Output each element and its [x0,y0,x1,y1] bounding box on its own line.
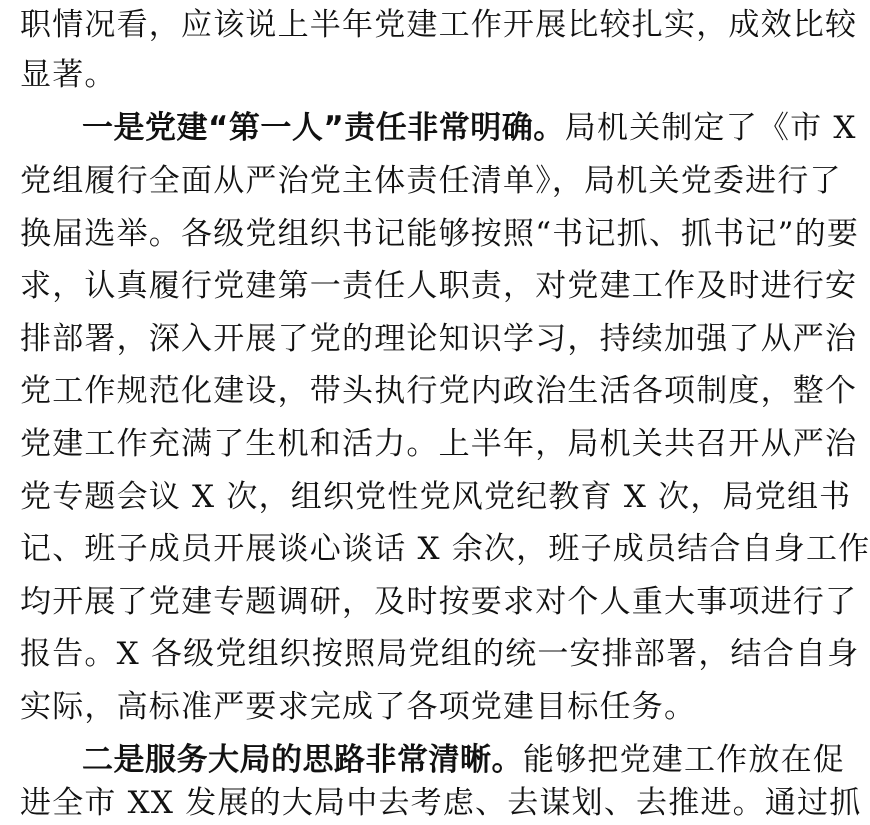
paragraph-line: 均开展了党建专题调研，及时按要求对个人重大事项进行了 [20,584,858,620]
paragraph-line: 职情况看，应该说上半年党建工作开展比较扎实，成效比较 [20,7,858,43]
paragraph-line: 求，认真履行党建第一责任人职责，对党建工作及时进行安 [20,268,858,304]
paragraph-heading-line [82,738,845,782]
paragraph-line: 记、班子成员开展谈心谈话 X 余次，班子成员结合自身工作 [20,531,870,567]
section-heading: 一是党建“第一人”责任非常明确。 [82,110,565,146]
paragraph-line: 进全市 XX 发展的大局中去考虑、去谋划、去推进。通过抓 [20,785,862,821]
paragraph-line: 党专题会议 X 次，组织党性党风党纪教育 X 次，局党组书 [20,479,852,515]
paragraph-line: 党工作规范化建设，带头执行党内政治生活各项制度，整个 [20,373,858,409]
paragraph-text: 能够把党建工作放在促 [523,742,845,778]
paragraph-line: 党组履行全面从严治党主体责任清单》，局机关党委进行了 [20,163,842,199]
paragraph-heading-line [82,106,857,150]
paragraph-line: 报告。X 各级党组织按照局党组的统一安排部署，结合自身 [20,636,860,672]
paragraph-line: 实际，高标准严要求完成了各项党建目标任务。 [20,689,697,725]
paragraph-line: 换届选举。各级党组织书记能够按照“书记抓、抓书记”的要 [20,216,860,252]
paragraph-text: 局机关制定了《市 X [564,110,857,146]
paragraph-line: 党建工作充满了生机和活力。上半年，局机关共召开从严治 [20,426,858,462]
section-heading: 二是服务大局的思路非常清晰。 [82,742,523,778]
paragraph-line: 显著。 [20,57,117,93]
paragraph-line: 排部署，深入开展了党的理论知识学习，持续加强了从严治 [20,321,858,357]
